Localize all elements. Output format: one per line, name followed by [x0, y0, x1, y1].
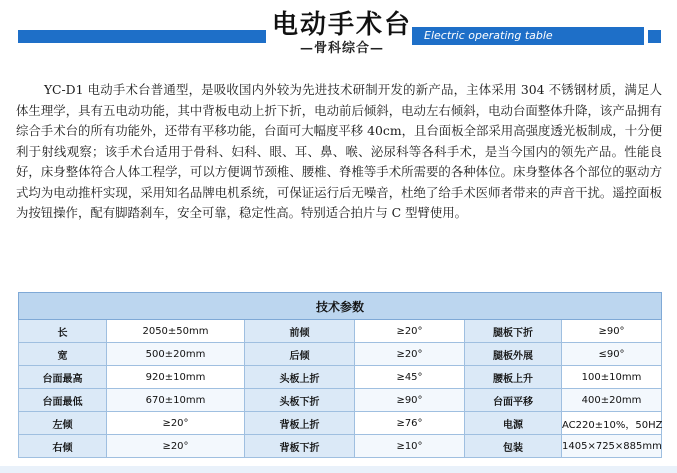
spec-value: 500±20mm [107, 343, 245, 366]
spec-label: 头板上折 [245, 366, 355, 389]
spec-value: 400±20mm [562, 389, 662, 412]
spec-label: 腰板上升 [465, 366, 562, 389]
table-row [19, 366, 662, 389]
spec-label: 背板下折 [245, 435, 355, 458]
spec-label: 宽 [19, 343, 107, 366]
table-row [19, 389, 662, 412]
spec-value: AC220±10%，50HZ [562, 412, 662, 435]
spec-label: 腿板外展 [465, 343, 562, 366]
spec-value: ≥20° [355, 320, 465, 343]
page-bottom-strip [0, 466, 677, 473]
product-description: YC-D1 电动手术台普通型，是吸收国内外较为先进技术研制开发的新产品，主体采用 304 不锈钢材质，满足人体生理学，具有五电动功能，其中背板电动上折下折，电动前后倾斜，电动左右倾斜，电动台面整体升降，该产品拥有综合手术台的所有功能外，还带有平移功能，台面可大幅度平移 40cm，且台面板全部采用高强度透光板制成，十分便利于射线观察；该手术台适用于骨科、妇科、眼、耳、鼻、喉、泌尿科等各科手术，是当今国内的领先产品。性能良好，床身整体符合人体工程学，可以方便调节颈椎、腰椎、脊椎等手术所需要的各种体位。床身整体各个部位的驱动方式均为电动推杆实现，采用知名品牌电机系统，可保证运行后无噪音，杜绝了给手术医师者带来的声音干扰。遥控面板为按钮操作，配有脚踏刹车，安全可靠，稳定性高。特别适合拍片与 C 型臂使用。 [16, 82, 662, 220]
spec-label: 后倾 [245, 343, 355, 366]
spec-value: 100±10mm [562, 366, 662, 389]
page-subtitle: —骨科综合— [300, 41, 385, 56]
spec-table-caption: 技术参数 [19, 293, 662, 320]
table-row [19, 435, 662, 458]
spec-table-body [19, 320, 662, 458]
spec-label: 背板上折 [245, 412, 355, 435]
spec-label: 台面平移 [465, 389, 562, 412]
page-header [0, 0, 677, 62]
spec-label: 包装 [465, 435, 562, 458]
table-row [19, 412, 662, 435]
spec-value: 1405×725×885mm [562, 435, 662, 458]
spec-value: ≥90° [355, 389, 465, 412]
spec-label: 腿板下折 [465, 320, 562, 343]
header-bar-left [18, 30, 266, 43]
spec-value: 670±10mm [107, 389, 245, 412]
table-row [19, 343, 662, 366]
spec-label: 头板下折 [245, 389, 355, 412]
table-row [19, 320, 662, 343]
spec-label: 前倾 [245, 320, 355, 343]
spec-table [18, 292, 661, 458]
spec-value: ≤90° [562, 343, 662, 366]
header-bar-right [648, 30, 661, 43]
spec-value: ≥20° [355, 343, 465, 366]
spec-label: 长 [19, 320, 107, 343]
spec-label: 台面最低 [19, 389, 107, 412]
spec-value: ≥20° [107, 412, 245, 435]
spec-value: ≥20° [107, 435, 245, 458]
spec-value: ≥90° [562, 320, 662, 343]
spec-value: ≥76° [355, 412, 465, 435]
spec-label: 电源 [465, 412, 562, 435]
spec-value: ≥45° [355, 366, 465, 389]
spec-label: 台面最高 [19, 366, 107, 389]
spec-value: 2050±50mm [107, 320, 245, 343]
spec-value: ≥10° [355, 435, 465, 458]
spec-value: 920±10mm [107, 366, 245, 389]
page-title: 电动手术台 [272, 10, 413, 40]
spec-label: 左倾 [19, 412, 107, 435]
spec-label: 右倾 [19, 435, 107, 458]
english-title-banner: Electric operating table [412, 27, 644, 45]
